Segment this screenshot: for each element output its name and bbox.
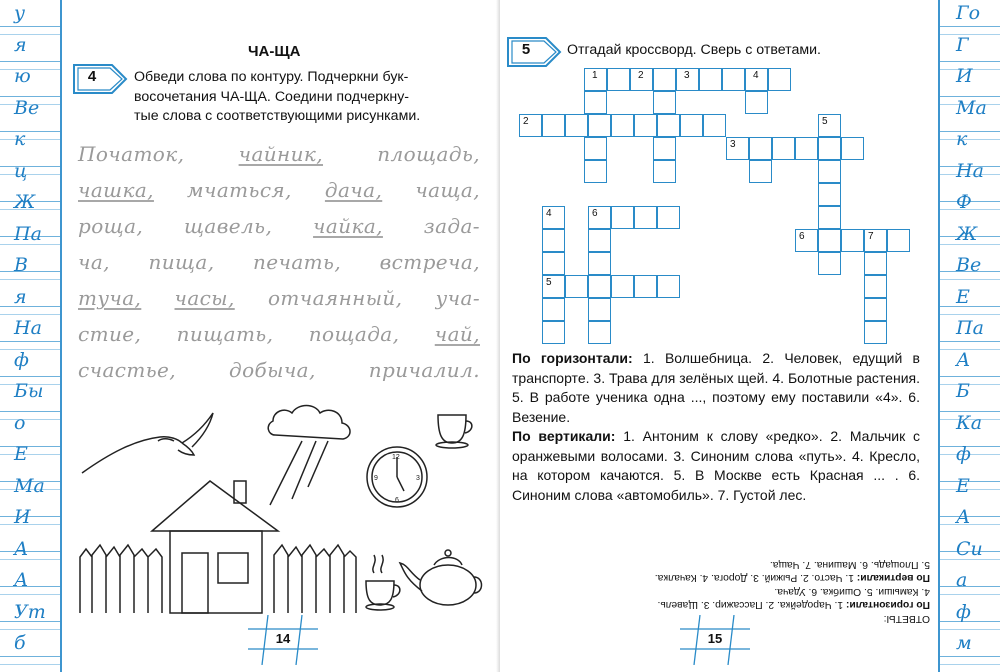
- crossword-cell[interactable]: [542, 298, 565, 321]
- margin-letter: Ф: [956, 191, 972, 213]
- margin-letter: ц: [14, 159, 28, 182]
- handwriting-word: часы,: [174, 286, 235, 310]
- margin-letter: Е: [956, 474, 970, 497]
- crossword-cell[interactable]: [588, 298, 611, 321]
- margin-letter: Па: [14, 222, 42, 245]
- cup-icon: [436, 415, 472, 448]
- margin-letter: Го: [956, 2, 981, 24]
- crossword-cell[interactable]: [542, 229, 565, 252]
- handwriting-line: [78, 322, 480, 346]
- seagull-icon: [82, 413, 213, 473]
- margin-letter: Г: [956, 33, 969, 56]
- margin-letter: у: [14, 2, 26, 24]
- margin-letter: Си: [956, 537, 983, 560]
- handwriting-word: зада-: [423, 214, 480, 238]
- crossword-cell[interactable]: [634, 206, 657, 229]
- crossword-cell[interactable]: [542, 321, 565, 344]
- handwriting-word: чай,: [434, 322, 480, 346]
- crossword-cell[interactable]: [864, 275, 887, 298]
- crossword-cell[interactable]: [722, 68, 745, 91]
- crossword-cell[interactable]: [653, 137, 676, 160]
- crossword-number: 7: [868, 231, 874, 242]
- crossword-cell[interactable]: [703, 114, 726, 137]
- margin-letter: Ж: [956, 222, 978, 245]
- crossword-number: 3: [684, 70, 690, 81]
- handwriting-word: стие,: [78, 322, 142, 346]
- crossword-number: 1: [592, 70, 598, 81]
- margin-letter: Ж: [14, 191, 36, 213]
- crossword-cell[interactable]: [584, 137, 607, 160]
- crossword-cell[interactable]: [542, 114, 565, 137]
- margin-letter: Е: [956, 285, 970, 308]
- margin-letter: о: [14, 411, 26, 434]
- margin-letter: А: [14, 537, 29, 560]
- crossword-cell[interactable]: [584, 160, 607, 183]
- handwriting-word: роща,: [78, 214, 144, 238]
- crossword-cell[interactable]: [653, 68, 676, 91]
- crossword-cell[interactable]: [818, 183, 841, 206]
- handwriting-word: чайка,: [313, 214, 383, 238]
- crossword-cell[interactable]: [653, 91, 676, 114]
- crossword-cell[interactable]: [795, 137, 818, 160]
- clues-vertical: 1. Антоним к слову «редко». 2. Мальчик с оранжевыми волосами. 3. Синоним слова «путь». 4. Кресло, на котором качаются. 5. В Москве есть Красная ... . 6. Синоним слова «автомобиль». 7. Густой лес.: [512, 428, 921, 503]
- margin-letter: я: [14, 33, 27, 56]
- crossword-cell[interactable]: [749, 160, 772, 183]
- handwriting-word: туча,: [78, 286, 142, 310]
- handwriting-word: пища,: [148, 250, 215, 274]
- handwriting-line: [78, 178, 480, 202]
- svg-text:9: 9: [374, 475, 378, 482]
- crossword-cell[interactable]: [818, 252, 841, 275]
- crossword-number: 2: [638, 70, 644, 81]
- crossword-cell[interactable]: [634, 275, 657, 298]
- crossword-number: 6: [592, 208, 598, 219]
- handwriting-word: Початок,: [78, 142, 185, 166]
- task-number: 4: [87, 68, 97, 85]
- crossword-cell[interactable]: [749, 137, 772, 160]
- handwriting-line: [78, 214, 480, 238]
- page-title: ЧА-ЩА: [248, 43, 301, 60]
- margin-letter: Па: [956, 317, 984, 339]
- crossword-cell[interactable]: [699, 68, 722, 91]
- handwriting-word: чаща,: [415, 178, 480, 202]
- crossword-cell[interactable]: [818, 229, 841, 252]
- crossword-cell[interactable]: [864, 252, 887, 275]
- clues-vertical-label: По вертикали:: [512, 428, 616, 444]
- margin-letter: А: [956, 348, 971, 371]
- handwriting-word: чайник,: [238, 142, 324, 166]
- crossword-cell[interactable]: [588, 275, 611, 298]
- crossword-cell[interactable]: [818, 160, 841, 183]
- margin-letter: ф: [956, 443, 971, 465]
- crossword-cell[interactable]: [588, 321, 611, 344]
- clues-horizontal: 1. Волшебница. 2. Человек, едущий в транспорте. 3. Трава для зелёных щей. 4. Болотные растения. 5. В работе ученика одна ..., поэтому ему поставили «4». 6. Везение.: [512, 350, 920, 425]
- handwriting-word: площадь,: [377, 142, 480, 166]
- margin-letter: ф: [956, 600, 971, 623]
- crossword-cell[interactable]: [607, 68, 630, 91]
- crossword-cell[interactable]: [657, 206, 680, 229]
- crossword-cell[interactable]: [657, 275, 680, 298]
- crossword-cell[interactable]: [818, 137, 841, 160]
- crossword-cell[interactable]: [584, 91, 607, 114]
- crossword-cell[interactable]: [588, 114, 611, 137]
- handwriting-word: встреча,: [379, 250, 480, 274]
- handwriting-word: отчаянный,: [267, 286, 403, 310]
- clock-icon: [367, 447, 427, 507]
- handwriting-word: печать,: [253, 250, 342, 274]
- right-margin-strip: [938, 0, 1000, 672]
- handwriting-word: дача,: [324, 178, 383, 202]
- crossword-cell[interactable]: [841, 229, 864, 252]
- margin-letter: Е: [14, 443, 28, 465]
- answers-upside-down: ОТВЕТЫ: По горизонтали: 1. Чародейка. 2. Пассажир. 3. Щавель. 4. Камыши. 5. Ошибка. 6. Удача. По вертикали: 1. Часто. 2. Рыжий. 3. Дорога. 4. Качалка. 5. Площадь. 6. Машина. 7. Чаща.: [654, 559, 930, 624]
- margin-letter: а: [956, 569, 968, 591]
- margin-letter: И: [14, 506, 31, 528]
- margin-letter: к: [14, 128, 26, 150]
- crossword-cell[interactable]: [653, 160, 676, 183]
- task-5-text: Отгадай кроссворд. Сверь с ответами.: [567, 42, 821, 58]
- handwriting-line: [78, 286, 480, 310]
- handwriting-word: пощада,: [308, 322, 400, 346]
- task-4-badge: [72, 62, 126, 92]
- crossword-number: 4: [753, 70, 759, 81]
- handwriting-word: причалил.: [368, 358, 480, 382]
- crossword-cell[interactable]: [611, 114, 634, 137]
- margin-letter: Ка: [956, 411, 983, 434]
- handwriting-word: ча,: [78, 250, 110, 274]
- crossword-number: 2: [523, 116, 529, 127]
- handwriting-line: [78, 358, 480, 382]
- margin-letter: б: [14, 632, 26, 654]
- handwriting-line: [78, 142, 480, 166]
- handwriting-line: [78, 250, 480, 274]
- margin-letter: В: [14, 254, 28, 276]
- margin-letter: к: [956, 128, 968, 150]
- crossword-cell[interactable]: [565, 114, 588, 137]
- crossword-cell[interactable]: [634, 114, 657, 137]
- crossword-clues: [512, 349, 920, 505]
- handwriting-word: уча-: [435, 286, 480, 310]
- svg-text:12: 12: [392, 454, 400, 461]
- crossword-cell[interactable]: [887, 229, 910, 252]
- crossword-cell[interactable]: [768, 68, 791, 91]
- svg-text:3: 3: [416, 475, 420, 482]
- margin-letter: На: [14, 317, 42, 339]
- margin-letter: ю: [14, 65, 31, 87]
- task-4-text: Обведи слова по контуру. Подчеркни бук- восочетания ЧА-ЩА. Соедини подчеркну- тые слова с соответствующими рисунками.: [134, 69, 421, 124]
- margin-letter: м: [956, 632, 972, 654]
- hot-cup-icon: [366, 555, 400, 610]
- crossword-cell[interactable]: [745, 91, 768, 114]
- margin-letter: ф: [14, 348, 29, 371]
- crossword-cell[interactable]: [611, 206, 634, 229]
- house-icon: [152, 481, 278, 613]
- handwriting-word: добыча,: [229, 358, 316, 382]
- pictures-area: [70, 395, 490, 625]
- task-5-badge: [506, 35, 560, 65]
- handwriting-word: чашка,: [78, 178, 154, 202]
- handwriting-word: мчаться,: [187, 178, 292, 202]
- margin-letter: И: [956, 65, 973, 87]
- margin-letter: Ма: [14, 474, 45, 497]
- crossword-cell[interactable]: [864, 321, 887, 344]
- crossword-cell[interactable]: [542, 252, 565, 275]
- margin-letter: Ве: [14, 96, 40, 119]
- crossword-number: 5: [822, 116, 828, 127]
- crossword-number: 4: [546, 208, 552, 219]
- crossword-number: 3: [730, 139, 736, 150]
- crossword-cell[interactable]: [588, 252, 611, 275]
- margin-letter: Бы: [14, 380, 44, 402]
- handwriting-word: счастье,: [78, 358, 177, 382]
- handwriting-word: щавель,: [184, 214, 273, 238]
- svg-text:6: 6: [395, 497, 399, 504]
- crossword-number: 6: [799, 231, 805, 242]
- crossword-number: 5: [546, 277, 552, 288]
- margin-letter: На: [956, 159, 984, 182]
- task-number: 5: [521, 41, 531, 58]
- margin-letter: Ве: [956, 254, 982, 276]
- crossword-cell[interactable]: [657, 114, 680, 137]
- margin-letter: Ут: [14, 600, 46, 623]
- crossword-cell[interactable]: [818, 206, 841, 229]
- margin-letter: Ма: [956, 96, 987, 119]
- crossword-cell[interactable]: [588, 229, 611, 252]
- crossword-cell[interactable]: [841, 137, 864, 160]
- teapot-icon: [400, 550, 482, 605]
- page-number-15: 15: [680, 615, 750, 665]
- left-margin-strip: [0, 0, 62, 672]
- crossword-cell[interactable]: [864, 298, 887, 321]
- cloud-rain-icon: [268, 406, 350, 506]
- clues-horizontal-label: По горизонтали:: [512, 350, 633, 366]
- crossword-cell[interactable]: [565, 275, 588, 298]
- margin-letter: я: [14, 285, 27, 308]
- margin-letter: А: [956, 506, 971, 528]
- crossword-cell[interactable]: [772, 137, 795, 160]
- margin-letter: Б: [956, 380, 970, 402]
- crossword-cell[interactable]: [680, 114, 703, 137]
- page-number-14: 14: [248, 615, 318, 665]
- handwriting-word: пищать,: [176, 322, 274, 346]
- margin-letter: А: [14, 569, 29, 591]
- crossword-cell[interactable]: [611, 275, 634, 298]
